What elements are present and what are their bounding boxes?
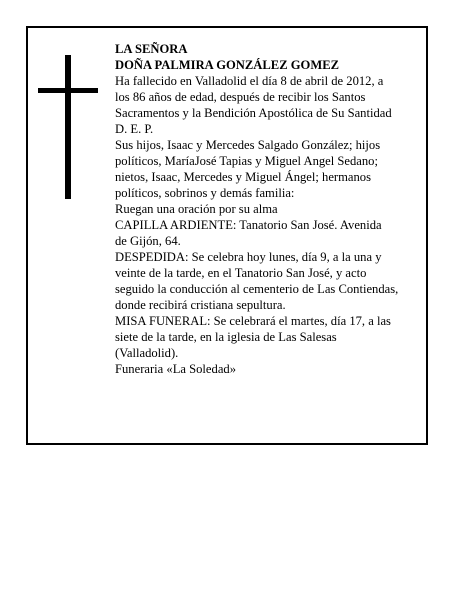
despedida-line: seguido la conducción al cementerio de Las Contiendas, — [115, 282, 399, 296]
death-announcement — [115, 73, 423, 137]
capilla-ardiente — [115, 217, 423, 249]
prayer-line: Ruegan una oración por su alma — [115, 202, 278, 216]
family-line: políticos, MaríaJosé Tapias y Miguel Angel Sedano; — [115, 154, 378, 168]
family-announcement — [115, 137, 423, 201]
death-line: Sacramentos y la Bendición Apostólica de Su Santidad — [115, 106, 392, 120]
family-line: Sus hijos, Isaac y Mercedes Salgado González; hijos — [115, 138, 381, 152]
despedida-line: donde recibirá cristiana sepultura. — [115, 298, 286, 312]
family-line: políticos, sobrinos y demás familia: — [115, 186, 295, 200]
prayer-request — [115, 201, 423, 217]
capilla-line: de Gijón, 64. — [115, 234, 181, 248]
death-line: los 86 años de edad, después de recibir los Santos — [115, 90, 366, 104]
family-line: nietos, Isaac, Mercedes y Miguel Ángel; hermanos — [115, 170, 371, 184]
misa-line: (Valladolid). — [115, 346, 179, 360]
funeraria — [115, 361, 423, 377]
cross-vertical-bar — [65, 55, 71, 199]
misa-funeral — [115, 313, 423, 361]
despedida — [115, 249, 423, 313]
death-line: D. E. P. — [115, 122, 154, 136]
misa-line: MISA FUNERAL: Se celebrará el martes, día 17, a las — [115, 314, 391, 328]
cross-horizontal-bar — [38, 88, 98, 93]
obituary-notice — [26, 26, 428, 445]
funeraria-line: Funeraria «La Soledad» — [115, 362, 236, 376]
capilla-line: CAPILLA ARDIENTE: Tanatorio San José. Avenida — [115, 218, 382, 232]
misa-line: siete de la tarde, en la iglesia de Las Salesas — [115, 330, 337, 344]
despedida-line: DESPEDIDA: Se celebra hoy lunes, día 9, a la una y — [115, 250, 382, 264]
notice-title-line-1: LA SEÑORA — [115, 42, 188, 56]
notice-title-line-2: DOÑA PALMIRA GONZÁLEZ GOMEZ — [115, 58, 340, 72]
obituary-text — [115, 41, 423, 377]
cross-icon — [38, 55, 98, 199]
death-line: Ha fallecido en Valladolid el día 8 de abril de 2012, a — [115, 74, 384, 88]
despedida-line: veinte de la tarde, en el Tanatorio San José, y acto — [115, 266, 367, 280]
